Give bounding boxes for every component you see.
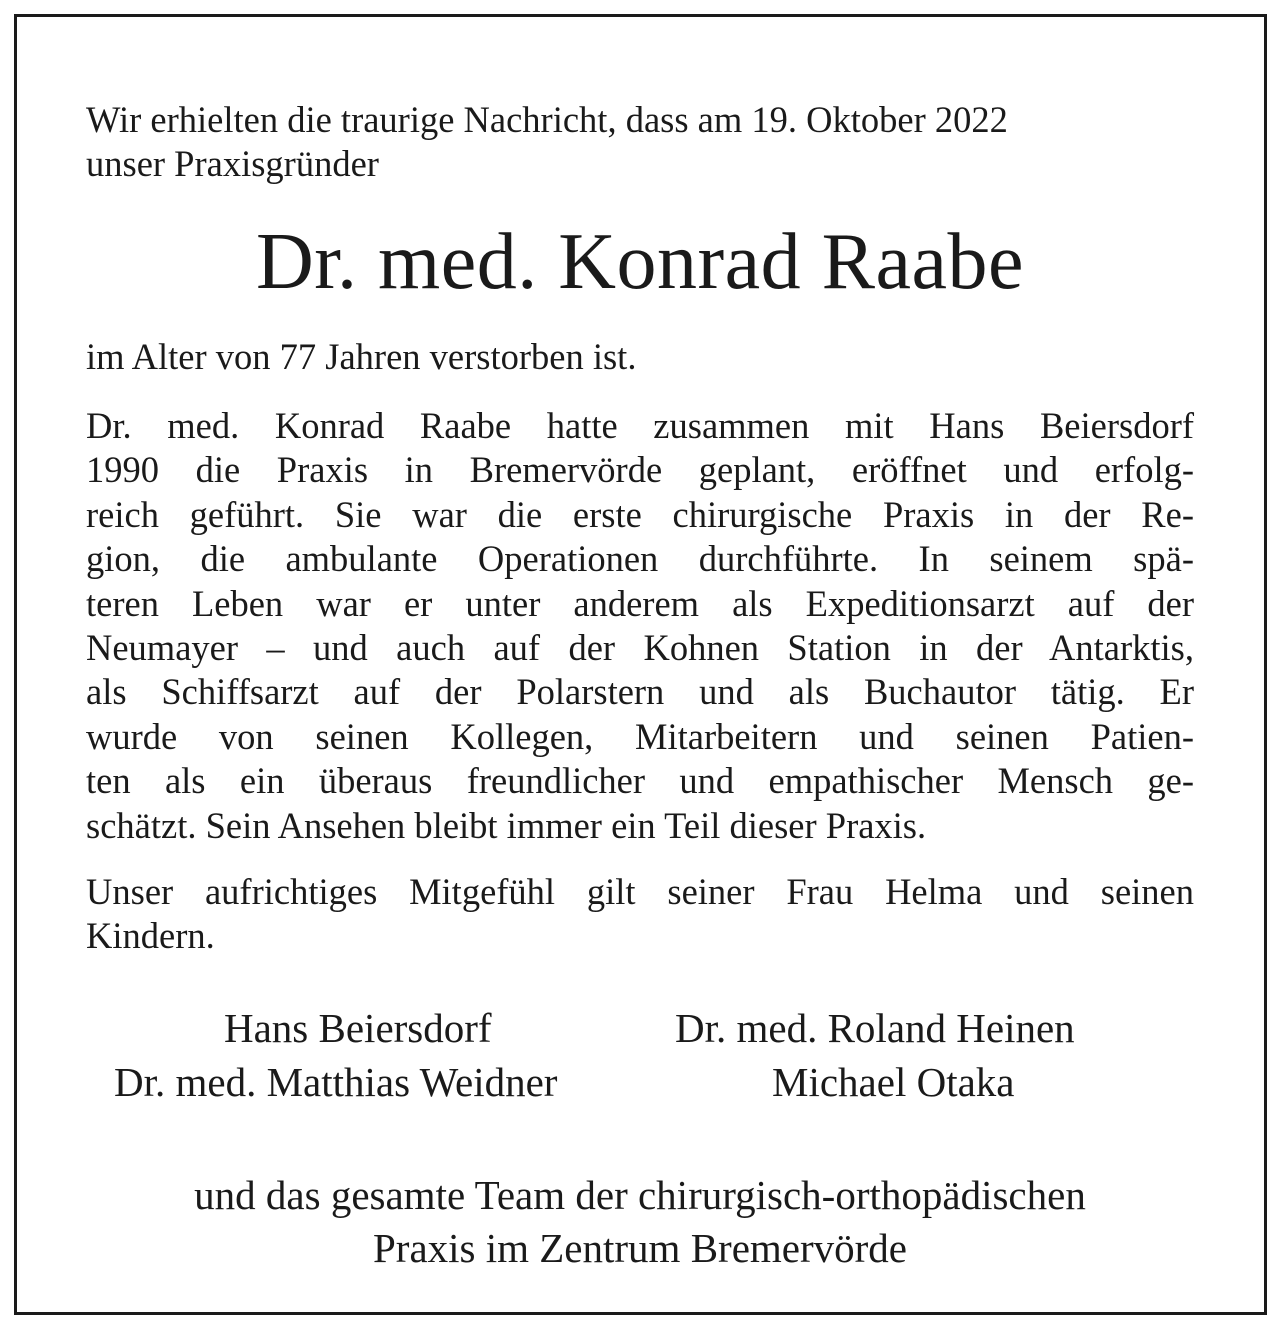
biography-line: 1990 die Praxis in Bremervörde geplant, eröffnet und erfolg-	[86, 449, 1194, 491]
biography-line: schätzt. Sein Ansehen bleibt immer ein Teil dieser Praxis.	[86, 804, 927, 846]
intro-line-1: Wir erhielten die traurige Nachricht, dass am 19. Oktober 2022	[86, 99, 1008, 140]
biography-line: Neumayer – und auch auf der Kohnen Station in der Antarktis,	[86, 626, 1194, 668]
intro-line-2: unser Praxisgründer	[86, 143, 379, 184]
age-line: im Alter von 77 Jahren verstorben ist.	[86, 336, 637, 377]
team-line-1: und das gesamte Team der chirurgisch-orthopädischen	[194, 1172, 1086, 1218]
biography-line: gion, die ambulante Operationen durchführte. In seinem spä-	[86, 538, 1194, 580]
condolence-paragraph	[86, 870, 1194, 959]
deceased-name: Dr. med. Konrad Raabe	[255, 218, 1025, 306]
signatory-hans-beiersdorf: Hans Beiersdorf	[224, 1005, 492, 1051]
signatory-roland-heinen: Dr. med. Roland Heinen	[675, 1005, 1075, 1051]
condolence-line: Kindern.	[86, 915, 215, 957]
signatory-michael-otaka: Michael Otaka	[772, 1059, 1015, 1105]
biography-line: als Schiffsarzt auf der Polarstern und als Buchautor tätig. Er	[86, 671, 1194, 713]
biography-line: teren Leben war er unter anderem als Expeditionsarzt auf der	[86, 582, 1194, 624]
team-line-2: Praxis im Zentrum Bremervörde	[372, 1225, 907, 1271]
condolence-line: Unser aufrichtiges Mitgefühl gilt seiner Frau Helma und seinen	[86, 871, 1194, 912]
biography-paragraph	[86, 404, 1194, 848]
biography-line: ten als ein überaus freundlicher und empathischer Mensch ge-	[86, 760, 1194, 802]
biography-line: wurde von seinen Kollegen, Mitarbeitern und seinen Patien-	[86, 715, 1194, 757]
biography-line: reich geführt. Sie war die erste chirurgische Praxis in der Re-	[86, 493, 1194, 535]
signatory-matthias-weidner: Dr. med. Matthias Weidner	[114, 1059, 558, 1105]
biography-line: Dr. med. Konrad Raabe hatte zusammen mit Hans Beiersdorf	[86, 405, 1194, 446]
